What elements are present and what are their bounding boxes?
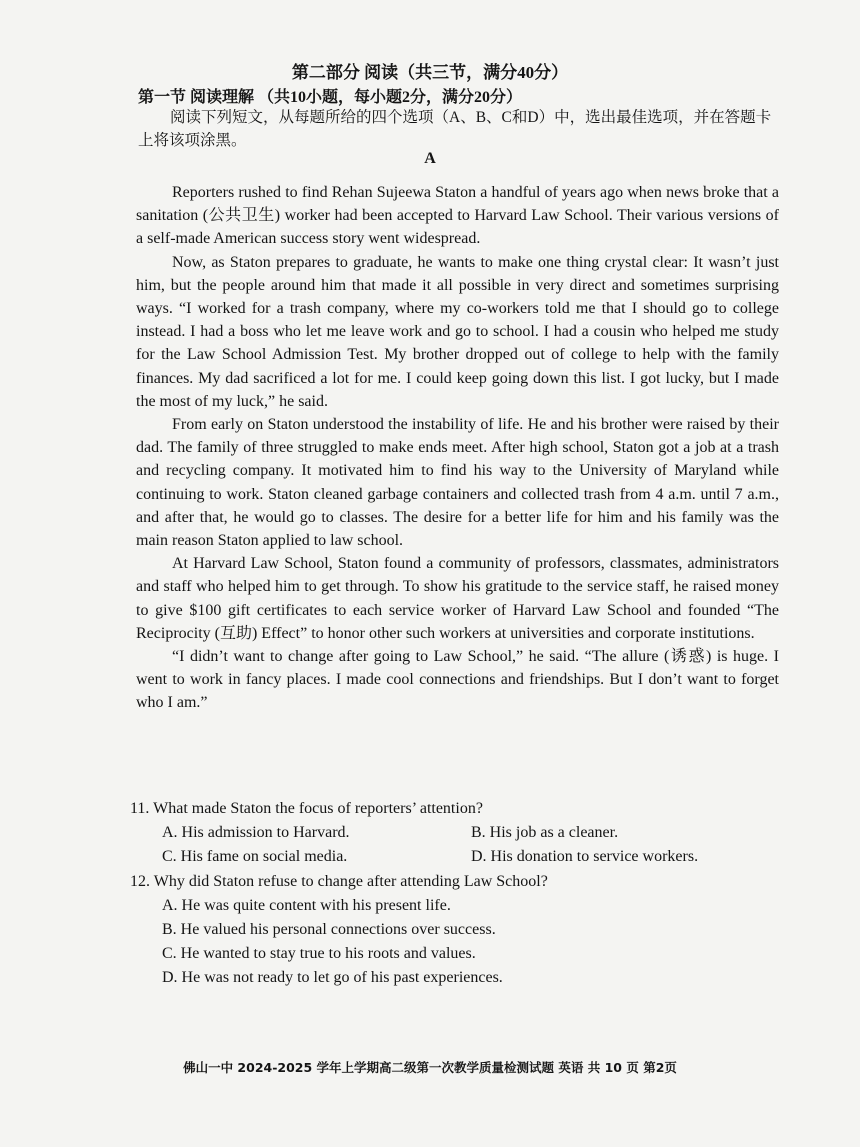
question-list: [130, 797, 780, 991]
option-d: D. His donation to service workers.: [471, 848, 699, 866]
page-footer: 佛山一中 2024-2025 学年上学期高二级第一次教学质量检测试题 英语 共 10 页 第2页: [183, 1060, 677, 1075]
passage-text: [136, 181, 779, 715]
option-d: D. He was not ready to let go of his past experiences.: [162, 969, 503, 987]
section-title: 第一节 阅读理解 （共10小题，每小题2分，满分20分）: [138, 89, 523, 106]
option-a: A. He was quite content with his present life.: [162, 896, 451, 914]
option-row: [130, 821, 780, 845]
instructions: 阅读下列短文，从每题所给的四个选项（A、B、C和D）中，选出最佳选项，并在答题卡上将该项涂黑。: [138, 109, 772, 149]
option-c: C. His fame on social media.: [162, 848, 348, 866]
option-b: B. He valued his personal connections over success.: [162, 921, 496, 939]
option-c: C. He wanted to stay true to his roots and values.: [162, 945, 476, 963]
question-stem: 12. Why did Staton refuse to change after attending Law School?: [130, 872, 548, 890]
passage-paragraph: At Harvard Law School, Staton found a community of professors, classmates, administrators and staff who helped him to get through. To show his gratitude to the service staff, he raised money to give $100 gift certificates to each service worker of Harvard Law School and founded “The Reciprocity (互助) Effect” to honor other such workers at universities and corporate institutions.: [136, 555, 779, 642]
question-12: [130, 870, 780, 991]
passage-paragraph: “I didn’t want to change after going to Law School,” he said. “The allure (诱惑) is huge. I went to work in fancy places. I made cool connections and friendships. But I don’t want to forget who I am.”: [136, 648, 779, 712]
option-a: A. His admission to Harvard.: [162, 824, 350, 842]
passage-label: A: [424, 150, 436, 167]
option-row: [130, 845, 780, 869]
question-11: [130, 797, 780, 870]
option-b: B. His job as a cleaner.: [471, 824, 619, 842]
question-stem: 11. What made Staton the focus of reporters’ attention?: [130, 800, 483, 817]
passage-paragraph: Reporters rushed to find Rehan Sujeewa Staton a handful of years ago when news broke that a sanitation (公共卫生) worker had been accepted to Harvard Law School. Their various versions of a self-made American success story went widespread.: [136, 184, 779, 248]
passage-paragraph: From early on Staton understood the instability of life. He and his brother were raised by their dad. The family of three struggled to make ends meet. After high school, Staton got a job at a trash and recycling company. It motivated him to find his way to the University of Maryland while continuing to work. Staton cleaned garbage containers and collected trash from 4 a.m. until 7 a.m., and after that, he would go to classes. The desire for a better life for him and his family was the main reason Staton applied to law school.: [136, 416, 779, 550]
passage-paragraph: Now, as Staton prepares to graduate, he wants to make one thing crystal clear: It wasn’t just him, but the people around him that made it all possible in very direct and sometimes surprising ways. “I worked for a trash company, where my co-workers told me that I should go to college instead. I had a boss who let me leave work and go to school. I had a cousin who helped me study for the Law School Admission Test. My brother dropped out of college to help with the family finances. My dad sacrificed a lot for me. I could keep going down this list. I got lucky, but I made the most of my luck,” he said.: [136, 253, 779, 410]
part-title: 第二部分 阅读（共三节，满分40分）: [291, 63, 569, 82]
